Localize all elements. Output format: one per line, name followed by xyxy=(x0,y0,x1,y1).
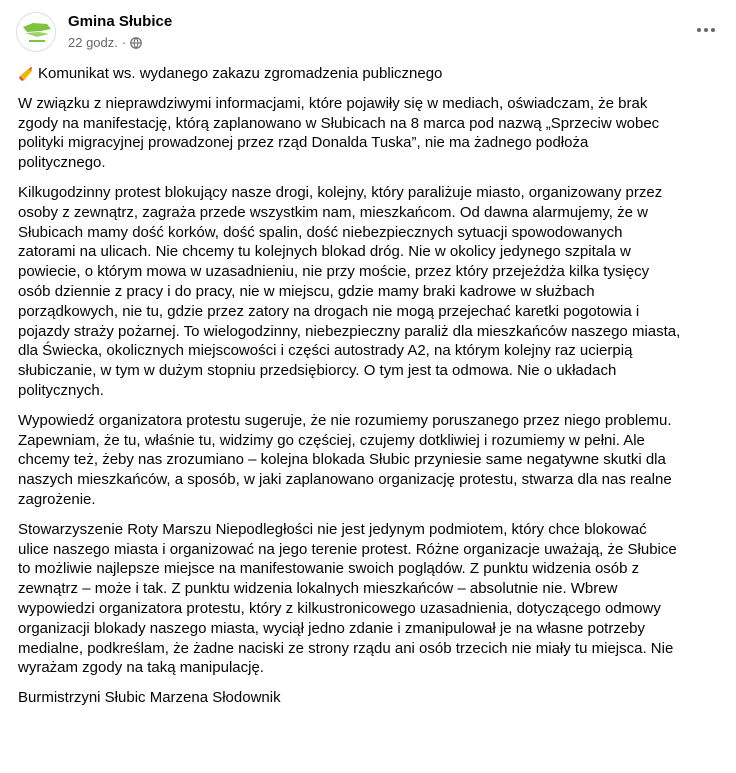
post-paragraph: W związku z nieprawdziwymi informacjami, które pojawiły się w mediach, oświadczam, że brak zgody na manifestację, którą zaplanowano w Słubicach na 8 marca pod nazwą „Sprzeciw wobec polityki migracyjnej prowadzonej przez rząd Donalda Tuska”, nie ma żadnego podłoża politycznego. xyxy=(18,94,660,172)
more-dots-icon xyxy=(696,27,716,33)
post-paragraph: Stowarzyszenie Roty Marszu Niepodległości nie jest jedynym podmiotem, który chce blokować ulice naszego miasta i organizować na jego terenie protest. Różne organizacje uważają, że Słubice to możliwie najlepsze miejsce na manifestowanie swoich poglądów. Z punktu widzenia osób z zewnątrz – może i tak. Z punktu widzenia lokalnych mieszkańców – absolutnie nie. Wbrew wypowiedzi organizatora protestu, który z kilkustronicowego uzasadnienia, dotyczącego odmowy organizacji blokady naszego miasta, wyciął jedno zdanie i zmanipulował je na własne potrzeby medialne, podkreślam, że żadne naciski ze strony rządu ani osób trzecich nie miały tu miejsca. Nie wyrażam zgody na taką manipulację. xyxy=(18,520,677,677)
post-time[interactable]: 22 godz. xyxy=(68,35,118,50)
post-header xyxy=(16,12,720,56)
meta-separator: · xyxy=(121,35,127,50)
post-paragraph: Kilkugodzinny protest blokujący nasze drogi, kolejny, który paraliżuje miasto, organizowany przez osoby z zewnątrz, zagraża przede wszystkim nam, mieszkańcom. Od dawna alarmujemy, że w Słubicach mamy dość korków, dość spalin, dość niebezpiecznych sytuacji spowodowanych zatorami na ulicach. Nie chcemy tu kolejnych blokad dróg. Nie w okolicy jedynego szpitala w powiecie, o którym mowa w uzasadnieniu, nie przy moście, przez który przejeżdża kilka tysięcy osób dziennie z pracy i do pracy, nie w miejscu, gdzie mamy braki kadrowe w służbach porządkowych, nie tu, gdzie przez zatory na drogach nie mogą przejechać karetki pogotowia i pojazdy straży pożarnej. To wielogodzinny, niebezpieczny paraliż dla mieszkańców naszego miasta, dla Świecka, okolicznych miejscowości i części autostrady A2, na którym kolejny raz ucierpią słubiczanie, w tym w dużym stopniu przedsiębiorcy. O tym jest ta odmowa. Nie o układach politycznych. xyxy=(18,183,681,399)
post-body xyxy=(18,64,730,718)
megaphone-icon xyxy=(18,66,34,82)
post-title-line xyxy=(18,64,730,84)
page-name[interactable]: Gmina Słubice xyxy=(68,13,173,30)
page-avatar[interactable] xyxy=(16,12,56,52)
post-meta xyxy=(68,35,142,50)
gmina-logo-icon xyxy=(17,13,56,52)
post-signature: Burmistrzyni Słubic Marzena Słodownik xyxy=(18,689,281,707)
more-options-button[interactable] xyxy=(692,18,720,42)
post-paragraph: Wypowiedź organizatora protestu sugeruje, że nie rozumiemy poruszanego przez niego problemu. Zapewniam, że tu, właśnie tu, widzimy go częściej, czujemy dotkliwiej i rozumiemy w pełni. Ale chcemy też, żeby nas zrozumiano – kolejna blokada Słubic przyniesie same negatywne skutki dla naszych mieszkańców, a sposób, w jaki zaplanowano organizację protestu, stwarza dla nas realne zagrożenie. xyxy=(18,411,672,508)
globe-icon[interactable] xyxy=(130,37,142,49)
post-title: Komunikat ws. wydanego zakazu zgromadzenia publicznego xyxy=(38,65,443,82)
